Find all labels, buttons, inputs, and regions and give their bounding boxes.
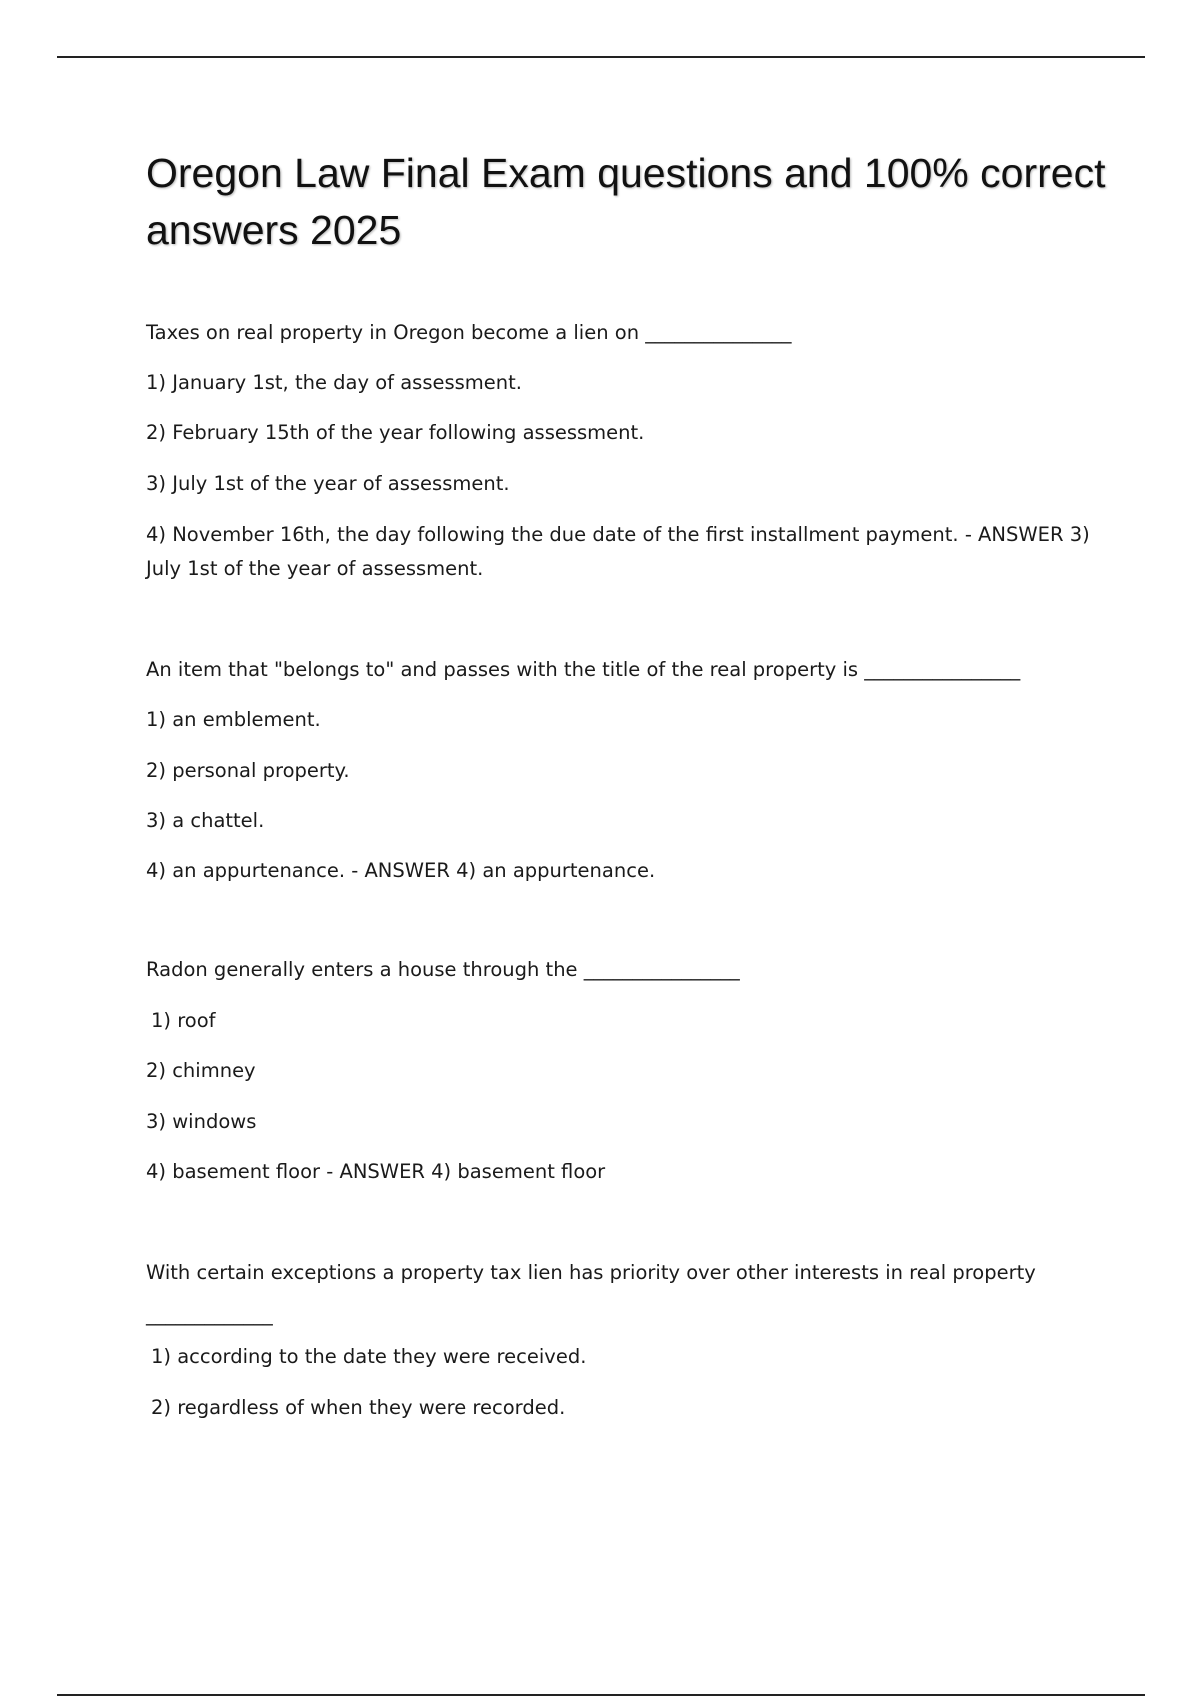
question-2-option-3: 3) a chattel. xyxy=(146,809,265,832)
bottom-rule xyxy=(57,1694,1145,1696)
question-3-option-3: 3) windows xyxy=(146,1110,257,1133)
question-1-option-4-answer: 4) November 16th, the day following the due date of the first installment payment. - ANSWER 3) July 1st of the year of assessment. xyxy=(146,523,1090,580)
question-1-option-3: 3) July 1st of the year of assessment. xyxy=(146,472,510,495)
top-rule xyxy=(57,56,1145,58)
question-2-option-1: 1) an emblement. xyxy=(146,708,321,731)
question-2-option-2: 2) personal property. xyxy=(146,759,350,782)
question-3-option-4-answer: 4) basement floor - ANSWER 4) basement floor xyxy=(146,1160,606,1183)
question-3-option-2: 2) chimney xyxy=(146,1059,256,1082)
question-3-option-1: 1) roof xyxy=(151,1009,216,1032)
question-2-option-4-answer: 4) an appurtenance. - ANSWER 4) an appurtenance. xyxy=(146,859,656,882)
question-4-option-2: 2) regardless of when they were recorded. xyxy=(151,1396,566,1419)
question-4-prompt: With certain exceptions a property tax lien has priority over other interests in real property xyxy=(146,1261,1036,1284)
document-title: Oregon Law Final Exam questions and 100% correct answers 2025 xyxy=(146,150,1106,253)
question-1-option-1: 1) January 1st, the day of assessment. xyxy=(146,371,522,394)
question-3-prompt: Radon generally enters a house through the ________________ xyxy=(146,958,740,981)
question-4-blank: _____________ xyxy=(146,1303,273,1326)
question-2-prompt: An item that "belongs to" and passes with the title of the real property is ________________ xyxy=(146,658,1021,681)
question-1-option-2: 2) February 15th of the year following assessment. xyxy=(146,421,645,444)
question-1-prompt: Taxes on real property in Oregon become a lien on _______________ xyxy=(146,321,792,344)
question-4-option-1: 1) according to the date they were received. xyxy=(151,1345,587,1368)
